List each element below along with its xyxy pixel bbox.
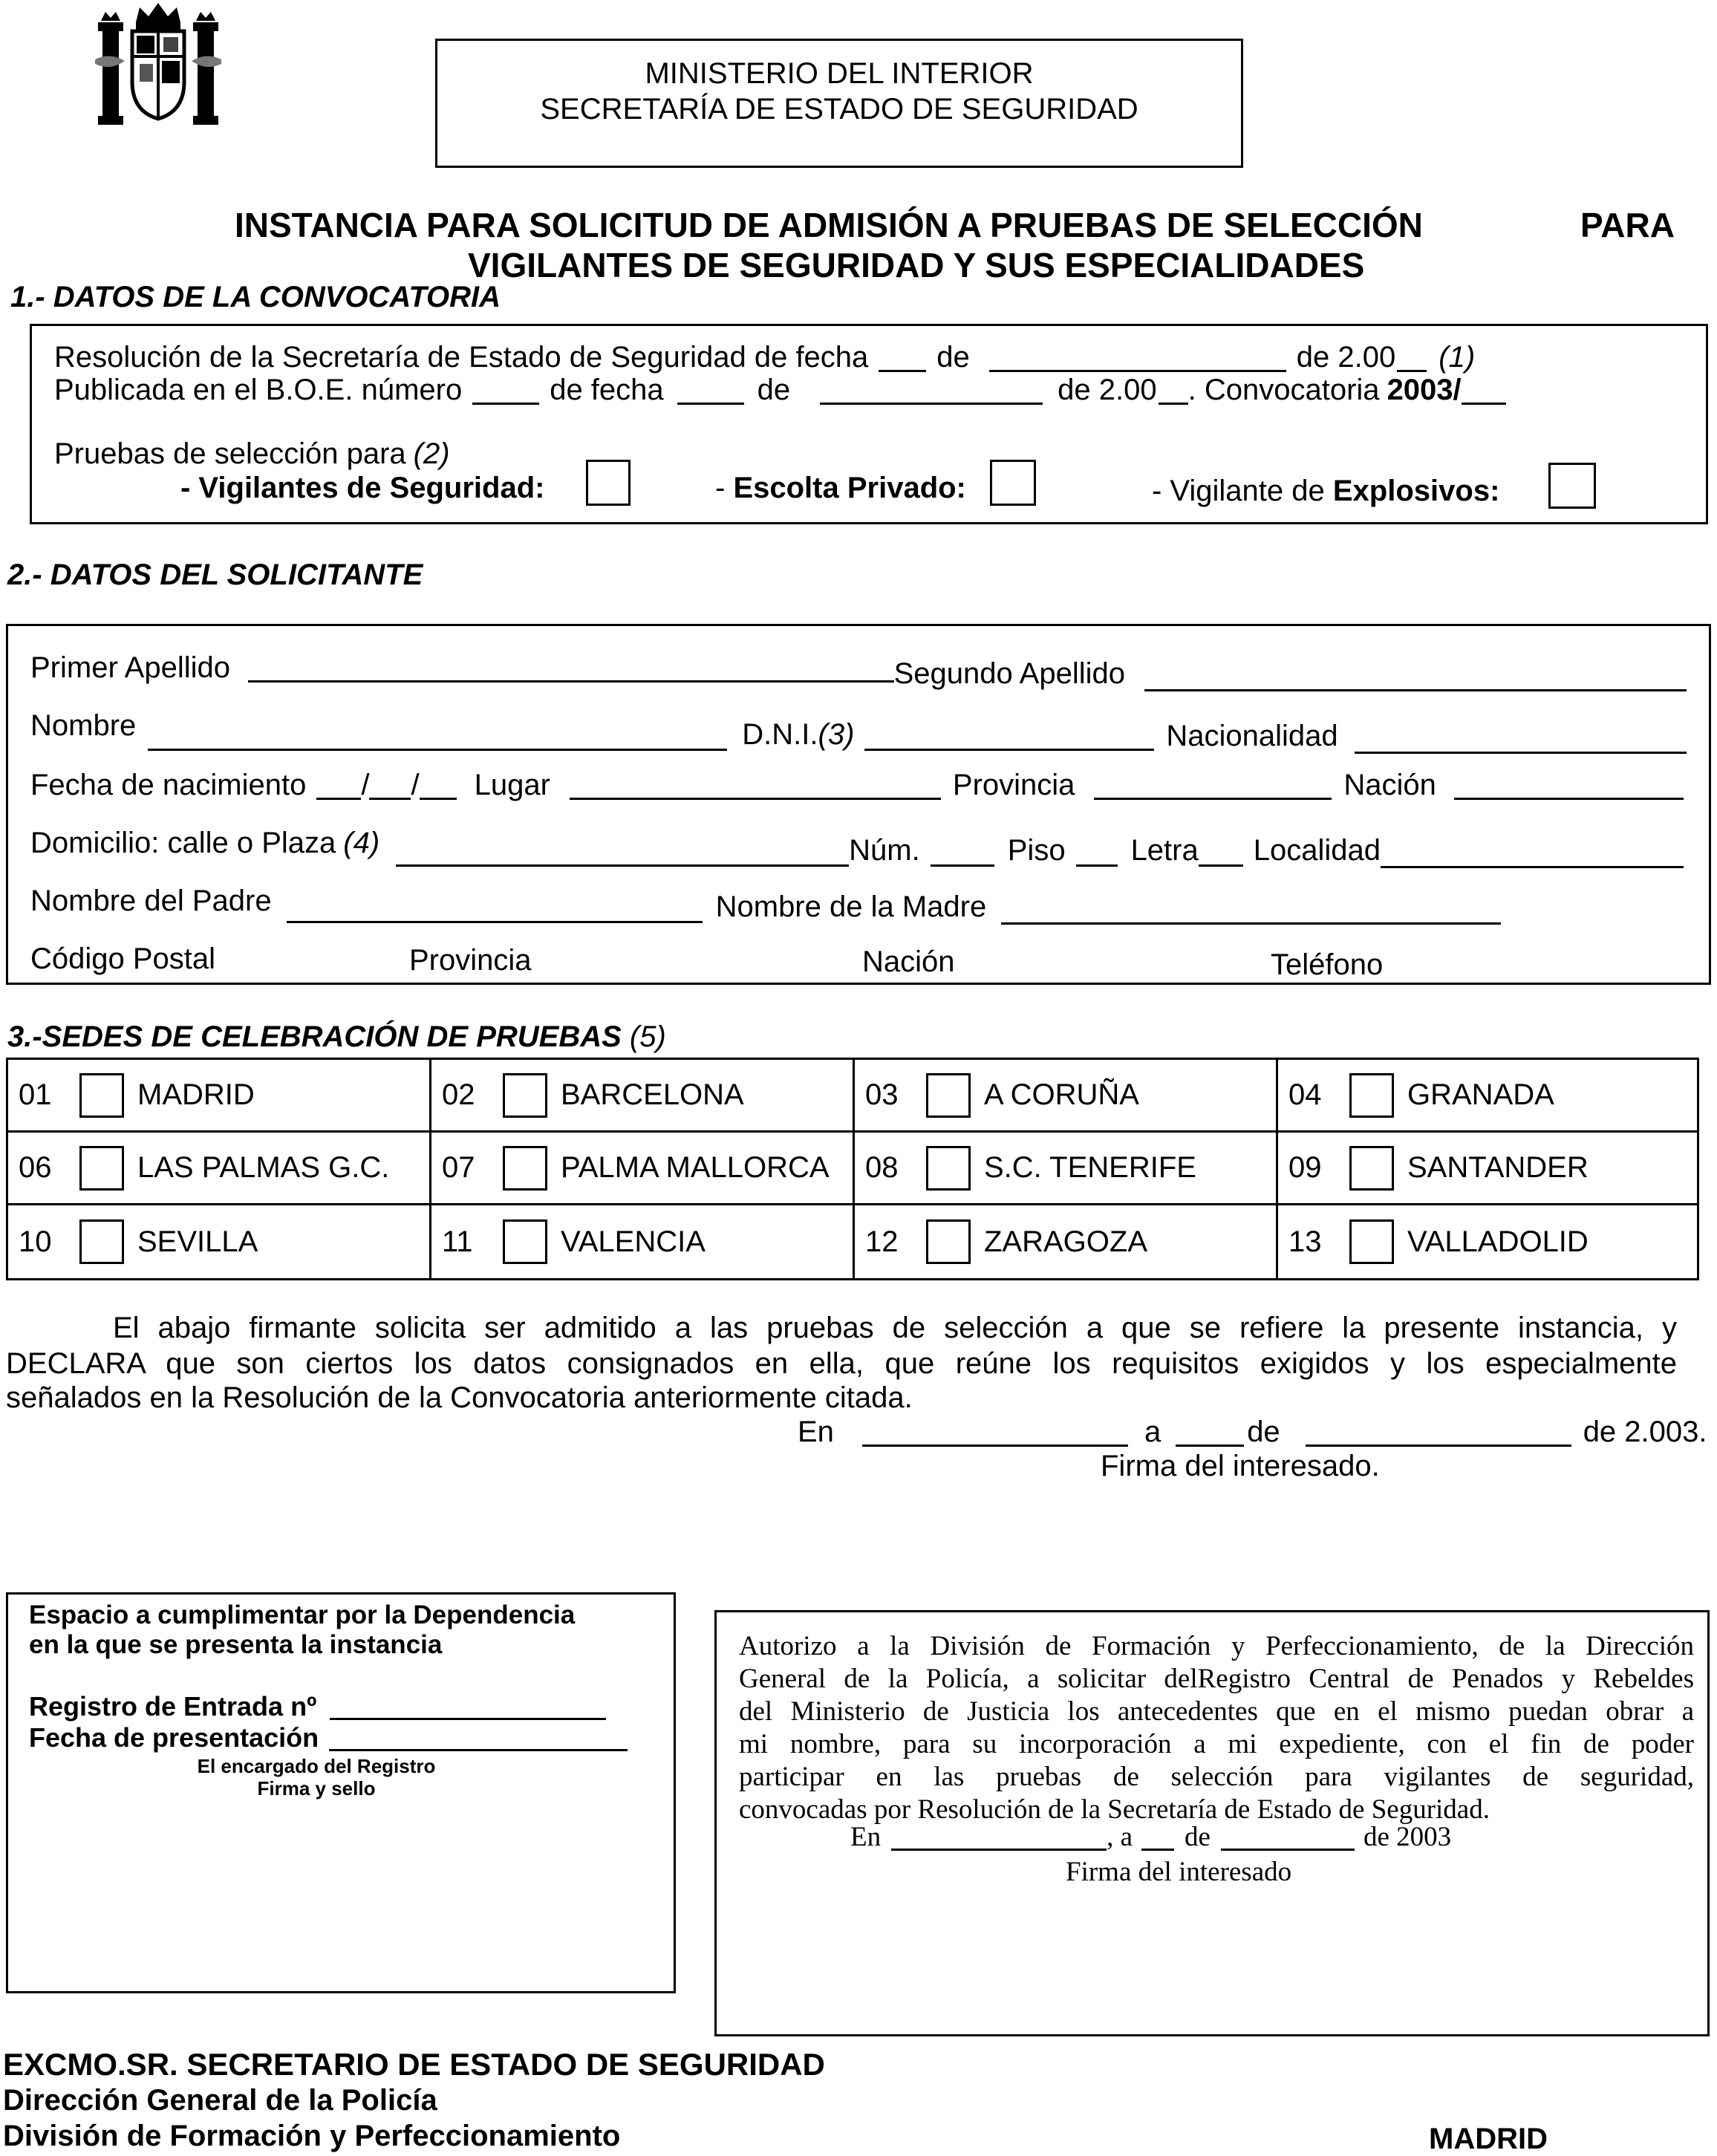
form-title-line1: INSTANCIA PARA SOLICITUD DE ADMISIÓN A PRUEBAS DE SELECCIÓN [235, 206, 1423, 244]
sede-name: VALENCIA [561, 1225, 706, 1258]
resolution-year-input[interactable] [1397, 345, 1427, 372]
sede-code: 11 [442, 1225, 473, 1258]
resolution-month-input[interactable] [989, 345, 1286, 372]
aut-day-input[interactable] [1141, 1828, 1174, 1851]
sede-name: GRANADA [1407, 1078, 1554, 1111]
option-explosivos-label: Explosivos: [1332, 475, 1500, 507]
autorizo-line5: participar en las pruebas de selección para vigilantes de seguridad, [739, 1762, 1694, 1792]
convocatoria-number-input[interactable] [1462, 377, 1506, 405]
nombre-label: Nombre [30, 709, 137, 742]
footer-division: División de Formación y Perfeccionamiento [3, 2120, 621, 2152]
nombre-madre-label: Nombre de la Madre [715, 890, 987, 923]
section1-heading: 1.- DATOS DE LA CONVOCATORIA [10, 281, 501, 313]
sede-checkbox[interactable] [79, 1219, 124, 1264]
aut-de-label: de [1185, 1822, 1211, 1852]
aut-en-label: En [850, 1822, 882, 1852]
nombre-madre-input[interactable] [1001, 897, 1501, 925]
sede-code: 06 [19, 1151, 52, 1184]
decl-place-input[interactable] [862, 1419, 1128, 1447]
boe-number-input[interactable] [472, 377, 539, 405]
option-explosivos-prefix: - Vigilante de [1152, 475, 1333, 507]
nombre-input[interactable] [148, 723, 727, 751]
sede-cell [8, 1133, 431, 1205]
dni-input[interactable] [864, 723, 1154, 751]
secretariat-name: SECRETARÍA DE ESTADO DE SEGURIDAD [540, 93, 1138, 126]
form-title-line2: VIGILANTES DE SEGURIDAD Y SUS ESPECIALIDADES [468, 246, 1365, 284]
nombre-row [30, 709, 1687, 752]
sede-name: S.C. TENERIFE [984, 1151, 1196, 1184]
boe-year-label: de 2.00 [1058, 374, 1157, 406]
sede-cell [431, 1133, 855, 1205]
registro-input[interactable] [330, 1693, 606, 1720]
dependencia-box [6, 1592, 676, 1993]
sede-code: 09 [1288, 1151, 1322, 1184]
birth-year-input[interactable] [420, 772, 457, 800]
decl-month-input[interactable] [1306, 1419, 1571, 1447]
sede-code: 10 [19, 1225, 52, 1258]
sede-code: 01 [19, 1078, 52, 1111]
apellidos-row [30, 651, 1687, 690]
sede-name: VALLADOLID [1407, 1225, 1589, 1258]
padres-row [30, 885, 1501, 923]
letra-input[interactable] [1199, 839, 1243, 867]
resolution-label: Resolución de la Secretaría de Estado de Seguridad de fecha [54, 341, 869, 374]
localidad-label: Localidad [1253, 834, 1381, 867]
sede-cell [431, 1060, 855, 1133]
nacionalidad-input[interactable] [1355, 726, 1687, 754]
note-2: (2) [413, 437, 450, 470]
decl-year-label: de 2.003. [1583, 1416, 1707, 1448]
sede-cell [431, 1205, 855, 1278]
sede-checkbox[interactable] [926, 1146, 971, 1191]
registro-row [29, 1693, 606, 1720]
option-explosivos [1152, 476, 1499, 506]
sede-cell [1278, 1205, 1697, 1278]
sede-name: SEVILLA [137, 1225, 258, 1258]
sede-checkbox[interactable] [503, 1073, 547, 1118]
ministry-header-box [435, 39, 1243, 168]
fecha-nacimiento-label: Fecha de nacimiento [30, 769, 307, 801]
declaration-line2: DECLARA que son ciertos los datos consignados en ella, que reúne los requisitos exigidos y los especialmente [6, 1347, 1677, 1380]
autorizo-place-date [850, 1823, 1451, 1851]
declaration-line3: señalados en la Resolución de la Convocatoria anteriormente citada. [6, 1381, 913, 1414]
aut-place-input[interactable] [891, 1828, 1107, 1851]
letra-label: Letra [1130, 834, 1199, 867]
sede-checkbox[interactable] [79, 1146, 124, 1191]
decl-de-label: de [1247, 1416, 1280, 1448]
aut-firma-label: Firma del interesado [1066, 1857, 1292, 1887]
resolution-row [54, 342, 1540, 372]
convocatoria-box [30, 324, 1708, 524]
primer-apellido-input[interactable] [248, 655, 894, 683]
slash-2: / [411, 769, 420, 801]
section2-heading: 2.- DATOS DEL SOLICITANTE [7, 558, 423, 591]
nacimiento-row [30, 770, 1684, 800]
fecha-presentacion-label: Fecha de presentación [29, 1722, 319, 1753]
aut-year-label: de 2003 [1363, 1822, 1452, 1852]
note-1: (1) [1439, 341, 1476, 374]
sede-cell [8, 1205, 431, 1278]
footer-direccion: Dirección General de la Policía [3, 2084, 437, 2117]
sede-code: 12 [865, 1225, 899, 1258]
dependencia-line2: en la que se presenta la instancia [29, 1630, 443, 1659]
nacion2-label: Nación [862, 945, 955, 978]
resolution-year-label: de 2.00 [1296, 341, 1396, 374]
piso-input[interactable] [1076, 839, 1118, 867]
num-input[interactable] [931, 839, 994, 867]
autorizo-box [714, 1610, 1710, 2036]
note-4: (4) [343, 827, 380, 859]
convocatoria-label: . Convocatoria [1187, 374, 1380, 406]
sede-name: MADRID [137, 1078, 255, 1111]
localidad-input[interactable] [1381, 841, 1684, 868]
sede-checkbox[interactable] [79, 1073, 124, 1118]
telefono-label: Teléfono [1271, 948, 1384, 981]
sede-checkbox[interactable] [503, 1219, 547, 1264]
sede-code: 04 [1288, 1078, 1322, 1111]
autorizo-line1: Autorizo a la División de Formación y Perfeccionamiento, de la Dirección [739, 1631, 1694, 1661]
piso-label: Piso [1007, 834, 1066, 867]
fecha-presentacion-input[interactable] [329, 1724, 628, 1751]
aut-month-input[interactable] [1221, 1828, 1355, 1851]
domicilio-row [30, 827, 1684, 867]
footer-city: MADRID [1429, 2123, 1548, 2155]
aut-a-label: , a [1107, 1822, 1133, 1852]
nacion-input[interactable] [1454, 772, 1684, 800]
codigo-postal-label: Código Postal [30, 942, 216, 975]
boe-year-input[interactable] [1159, 377, 1188, 405]
sede-cell [8, 1060, 431, 1133]
nombre-padre-input[interactable] [287, 896, 703, 923]
provincia-input[interactable] [1094, 772, 1332, 800]
convocatoria-year: 2003/ [1387, 374, 1462, 406]
sede-checkbox[interactable] [1349, 1073, 1394, 1118]
boe-month-input[interactable] [820, 377, 1043, 405]
sedes-grid [6, 1058, 1699, 1280]
registro-label: Registro de Entrada nº [29, 1691, 317, 1722]
dependencia-line1: Espacio a cumplimentar por la Dependencia [29, 1600, 576, 1629]
dni-label-text: D.N.I. [742, 718, 818, 751]
num-label: Núm. [849, 834, 920, 867]
pruebas-label: Pruebas de selección para [54, 437, 406, 470]
birth-day-input[interactable] [316, 772, 361, 800]
footer-recipient: EXCMO.SR. SECRETARIO DE ESTADO DE SEGURIDAD [3, 2047, 825, 2082]
vigilantes-checkbox[interactable] [586, 460, 631, 506]
sede-checkbox[interactable] [1349, 1219, 1394, 1264]
sede-cell [855, 1060, 1278, 1133]
sede-code: 08 [865, 1151, 899, 1184]
note-5: (5) [629, 1020, 666, 1053]
resolution-de-label: de [936, 341, 970, 374]
autorizo-line3: del Ministerio de Justicia los antecedentes que en el mismo puedan obrar a [739, 1696, 1694, 1727]
sede-code: 03 [865, 1078, 899, 1111]
boe-date-label: de fecha [550, 374, 664, 406]
provincia2-label: Provincia [409, 944, 532, 977]
boe-row [54, 375, 1614, 405]
decl-day-input[interactable] [1176, 1419, 1244, 1447]
sede-cell [1278, 1060, 1697, 1133]
sede-cell [855, 1205, 1278, 1278]
sede-name: SANTANDER [1407, 1151, 1589, 1184]
lugar-label: Lugar [474, 769, 550, 801]
segundo-apellido-input[interactable] [1144, 664, 1687, 691]
nacion-label: Nación [1343, 769, 1436, 801]
sede-name: LAS PALMAS G.C. [137, 1151, 390, 1184]
solicitante-box [6, 624, 1711, 985]
decl-a-label: a [1144, 1416, 1162, 1448]
pruebas-row [54, 439, 450, 469]
coat-of-arms-icon [95, 0, 221, 130]
autorizo-line6: convocadas por Resolución de la Secretaría de Estado de Seguridad. [739, 1794, 1490, 1825]
firma-sello-label: Firma y sello [257, 1777, 376, 1800]
boe-de-label: de [757, 374, 791, 406]
resolution-day-input[interactable] [879, 345, 926, 372]
explosivos-checkbox[interactable] [1548, 463, 1596, 509]
sede-name: A CORUÑA [984, 1078, 1139, 1111]
form-title-line1-end: PARA [1580, 206, 1675, 244]
provincia-label: Provincia [952, 769, 1075, 801]
sede-name: BARCELONA [561, 1078, 744, 1111]
decl-en-label: En [798, 1416, 834, 1448]
sede-name: ZARAGOZA [984, 1225, 1148, 1258]
option-vigilantes-label: - Vigilantes de Seguridad: [180, 472, 545, 504]
birth-month-input[interactable] [369, 772, 411, 800]
dni-label [742, 720, 854, 749]
section3-heading-text: 3.-SEDES DE CELEBRACIÓN DE PRUEBAS [7, 1020, 622, 1053]
declaration-place-date [798, 1416, 1707, 1448]
option-escolta-prefix: - [715, 472, 734, 504]
domicilio-input[interactable] [396, 839, 849, 867]
sede-code: 13 [1288, 1225, 1322, 1258]
sede-name: PALMA MALLORCA [561, 1151, 830, 1184]
segundo-apellido-label: Segundo Apellido [893, 657, 1125, 690]
nacionalidad-label: Nacionalidad [1166, 720, 1338, 752]
sede-checkbox[interactable] [1349, 1146, 1394, 1191]
primer-apellido-label: Primer Apellido [30, 651, 231, 684]
declaration-line1: El abajo firmante solicita ser admitido a las pruebas de selección a que se refiere la presente instancia, y [113, 1312, 1677, 1344]
boe-day-input[interactable] [677, 377, 744, 405]
slash-1: / [361, 769, 370, 801]
sede-checkbox[interactable] [503, 1146, 547, 1191]
sede-cell [1278, 1133, 1697, 1205]
ministry-name: MINISTERIO DEL INTERIOR [645, 57, 1034, 90]
note-3: (3) [818, 718, 855, 751]
option-escolta [715, 473, 966, 503]
domicilio-label: Domicilio: calle o Plaza [30, 827, 336, 859]
sede-code: 02 [442, 1078, 475, 1111]
sede-cell [855, 1133, 1278, 1205]
encargado-label: El encargado del Registro [197, 1755, 436, 1777]
sede-checkbox[interactable] [926, 1073, 971, 1118]
escolta-checkbox[interactable] [990, 460, 1036, 506]
sede-checkbox[interactable] [926, 1219, 971, 1264]
boe-label: Publicada en el B.O.E. número [54, 374, 463, 406]
autorizo-line2: General de la Policía, a solicitar delRegistro Central de Penados y Rebeldes [739, 1664, 1694, 1694]
decl-firma-label: Firma del interesado. [1101, 1450, 1380, 1482]
lugar-input[interactable] [570, 772, 941, 800]
option-escolta-label: Escolta Privado: [733, 472, 966, 504]
autorizo-line4: mi nombre, para su incorporación a mi expediente, con el fin de poder [739, 1729, 1694, 1759]
nombre-padre-label: Nombre del Padre [30, 885, 272, 917]
sede-code: 07 [442, 1151, 475, 1184]
section3-heading [7, 1020, 666, 1054]
fecha-presentacion-row [29, 1724, 628, 1751]
